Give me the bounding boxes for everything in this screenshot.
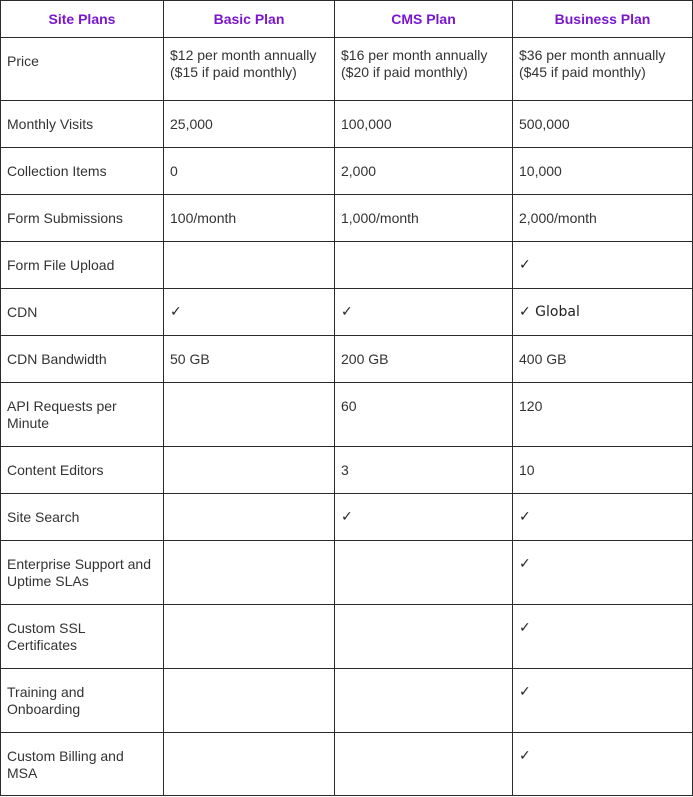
table-row-site-search (1, 494, 693, 541)
basic-cell (164, 383, 335, 447)
cms-cell: 100,000 (335, 101, 513, 148)
business-cell: 10 (513, 447, 693, 494)
basic-cell (164, 733, 335, 796)
table-row-enterprise-support (1, 541, 693, 605)
feature-cell: Content Editors (1, 447, 164, 494)
table-row-monthly-visits (1, 101, 693, 148)
basic-cell: 100/month (164, 195, 335, 242)
cms-cell (335, 605, 513, 669)
basic-cell (164, 605, 335, 669)
table-row-custom-ssl (1, 605, 693, 669)
feature-cell: CDN (1, 289, 164, 336)
business-cell: $36 per month annually ($45 if paid monthly) (513, 38, 693, 101)
table-row-content-editors (1, 447, 693, 494)
table-row-api-requests (1, 383, 693, 447)
header-business-plan: Business Plan (513, 1, 693, 38)
basic-cell (164, 447, 335, 494)
table-row-price (1, 38, 693, 101)
feature-cell: Site Search (1, 494, 164, 541)
basic-cell: 50 GB (164, 336, 335, 383)
table-row-cdn (1, 289, 693, 336)
table-row-form-file-upload (1, 242, 693, 289)
cms-cell (335, 242, 513, 289)
business-cell: 120 (513, 383, 693, 447)
table-row-custom-billing (1, 733, 693, 796)
cms-cell: 2,000 (335, 148, 513, 195)
table-row-cdn-bandwidth (1, 336, 693, 383)
feature-cell: API Requests per Minute (1, 383, 164, 447)
feature-cell: Training and Onboarding (1, 669, 164, 733)
table-header-row (1, 1, 693, 38)
basic-cell: 0 (164, 148, 335, 195)
business-cell: ✓ (513, 605, 693, 669)
feature-cell: Price (1, 38, 164, 101)
table-row-collection-items (1, 148, 693, 195)
cms-cell: 1,000/month (335, 195, 513, 242)
basic-cell (164, 242, 335, 289)
business-cell: ✓ Global (513, 289, 693, 336)
header-basic-plan: Basic Plan (164, 1, 335, 38)
header-site-plans: Site Plans (1, 1, 164, 38)
cms-cell (335, 669, 513, 733)
feature-cell: Monthly Visits (1, 101, 164, 148)
business-cell: 10,000 (513, 148, 693, 195)
business-cell: 500,000 (513, 101, 693, 148)
basic-cell: 25,000 (164, 101, 335, 148)
table-row-training (1, 669, 693, 733)
cms-cell: 200 GB (335, 336, 513, 383)
feature-cell: Form Submissions (1, 195, 164, 242)
cms-cell: $16 per month annually ($20 if paid monthly) (335, 38, 513, 101)
basic-cell (164, 541, 335, 605)
cms-cell: 60 (335, 383, 513, 447)
business-cell: ✓ (513, 541, 693, 605)
feature-cell: Custom SSL Certificates (1, 605, 164, 669)
cms-cell: ✓ (335, 289, 513, 336)
feature-cell: CDN Bandwidth (1, 336, 164, 383)
basic-cell: $12 per month annually ($15 if paid monthly) (164, 38, 335, 101)
feature-cell: Custom Billing and MSA (1, 733, 164, 796)
header-cms-plan: CMS Plan (335, 1, 513, 38)
business-cell: ✓ (513, 494, 693, 541)
feature-cell: Collection Items (1, 148, 164, 195)
basic-cell (164, 669, 335, 733)
cms-cell (335, 733, 513, 796)
cms-cell: ✓ (335, 494, 513, 541)
basic-cell: ✓ (164, 289, 335, 336)
feature-cell: Enterprise Support and Uptime SLAs (1, 541, 164, 605)
business-cell: ✓ (513, 669, 693, 733)
table-row-form-submissions (1, 195, 693, 242)
business-cell: 400 GB (513, 336, 693, 383)
basic-cell (164, 494, 335, 541)
business-cell: 2,000/month (513, 195, 693, 242)
business-cell: ✓ (513, 733, 693, 796)
cms-cell (335, 541, 513, 605)
cms-cell: 3 (335, 447, 513, 494)
feature-cell: Form File Upload (1, 242, 164, 289)
business-cell: ✓ (513, 242, 693, 289)
